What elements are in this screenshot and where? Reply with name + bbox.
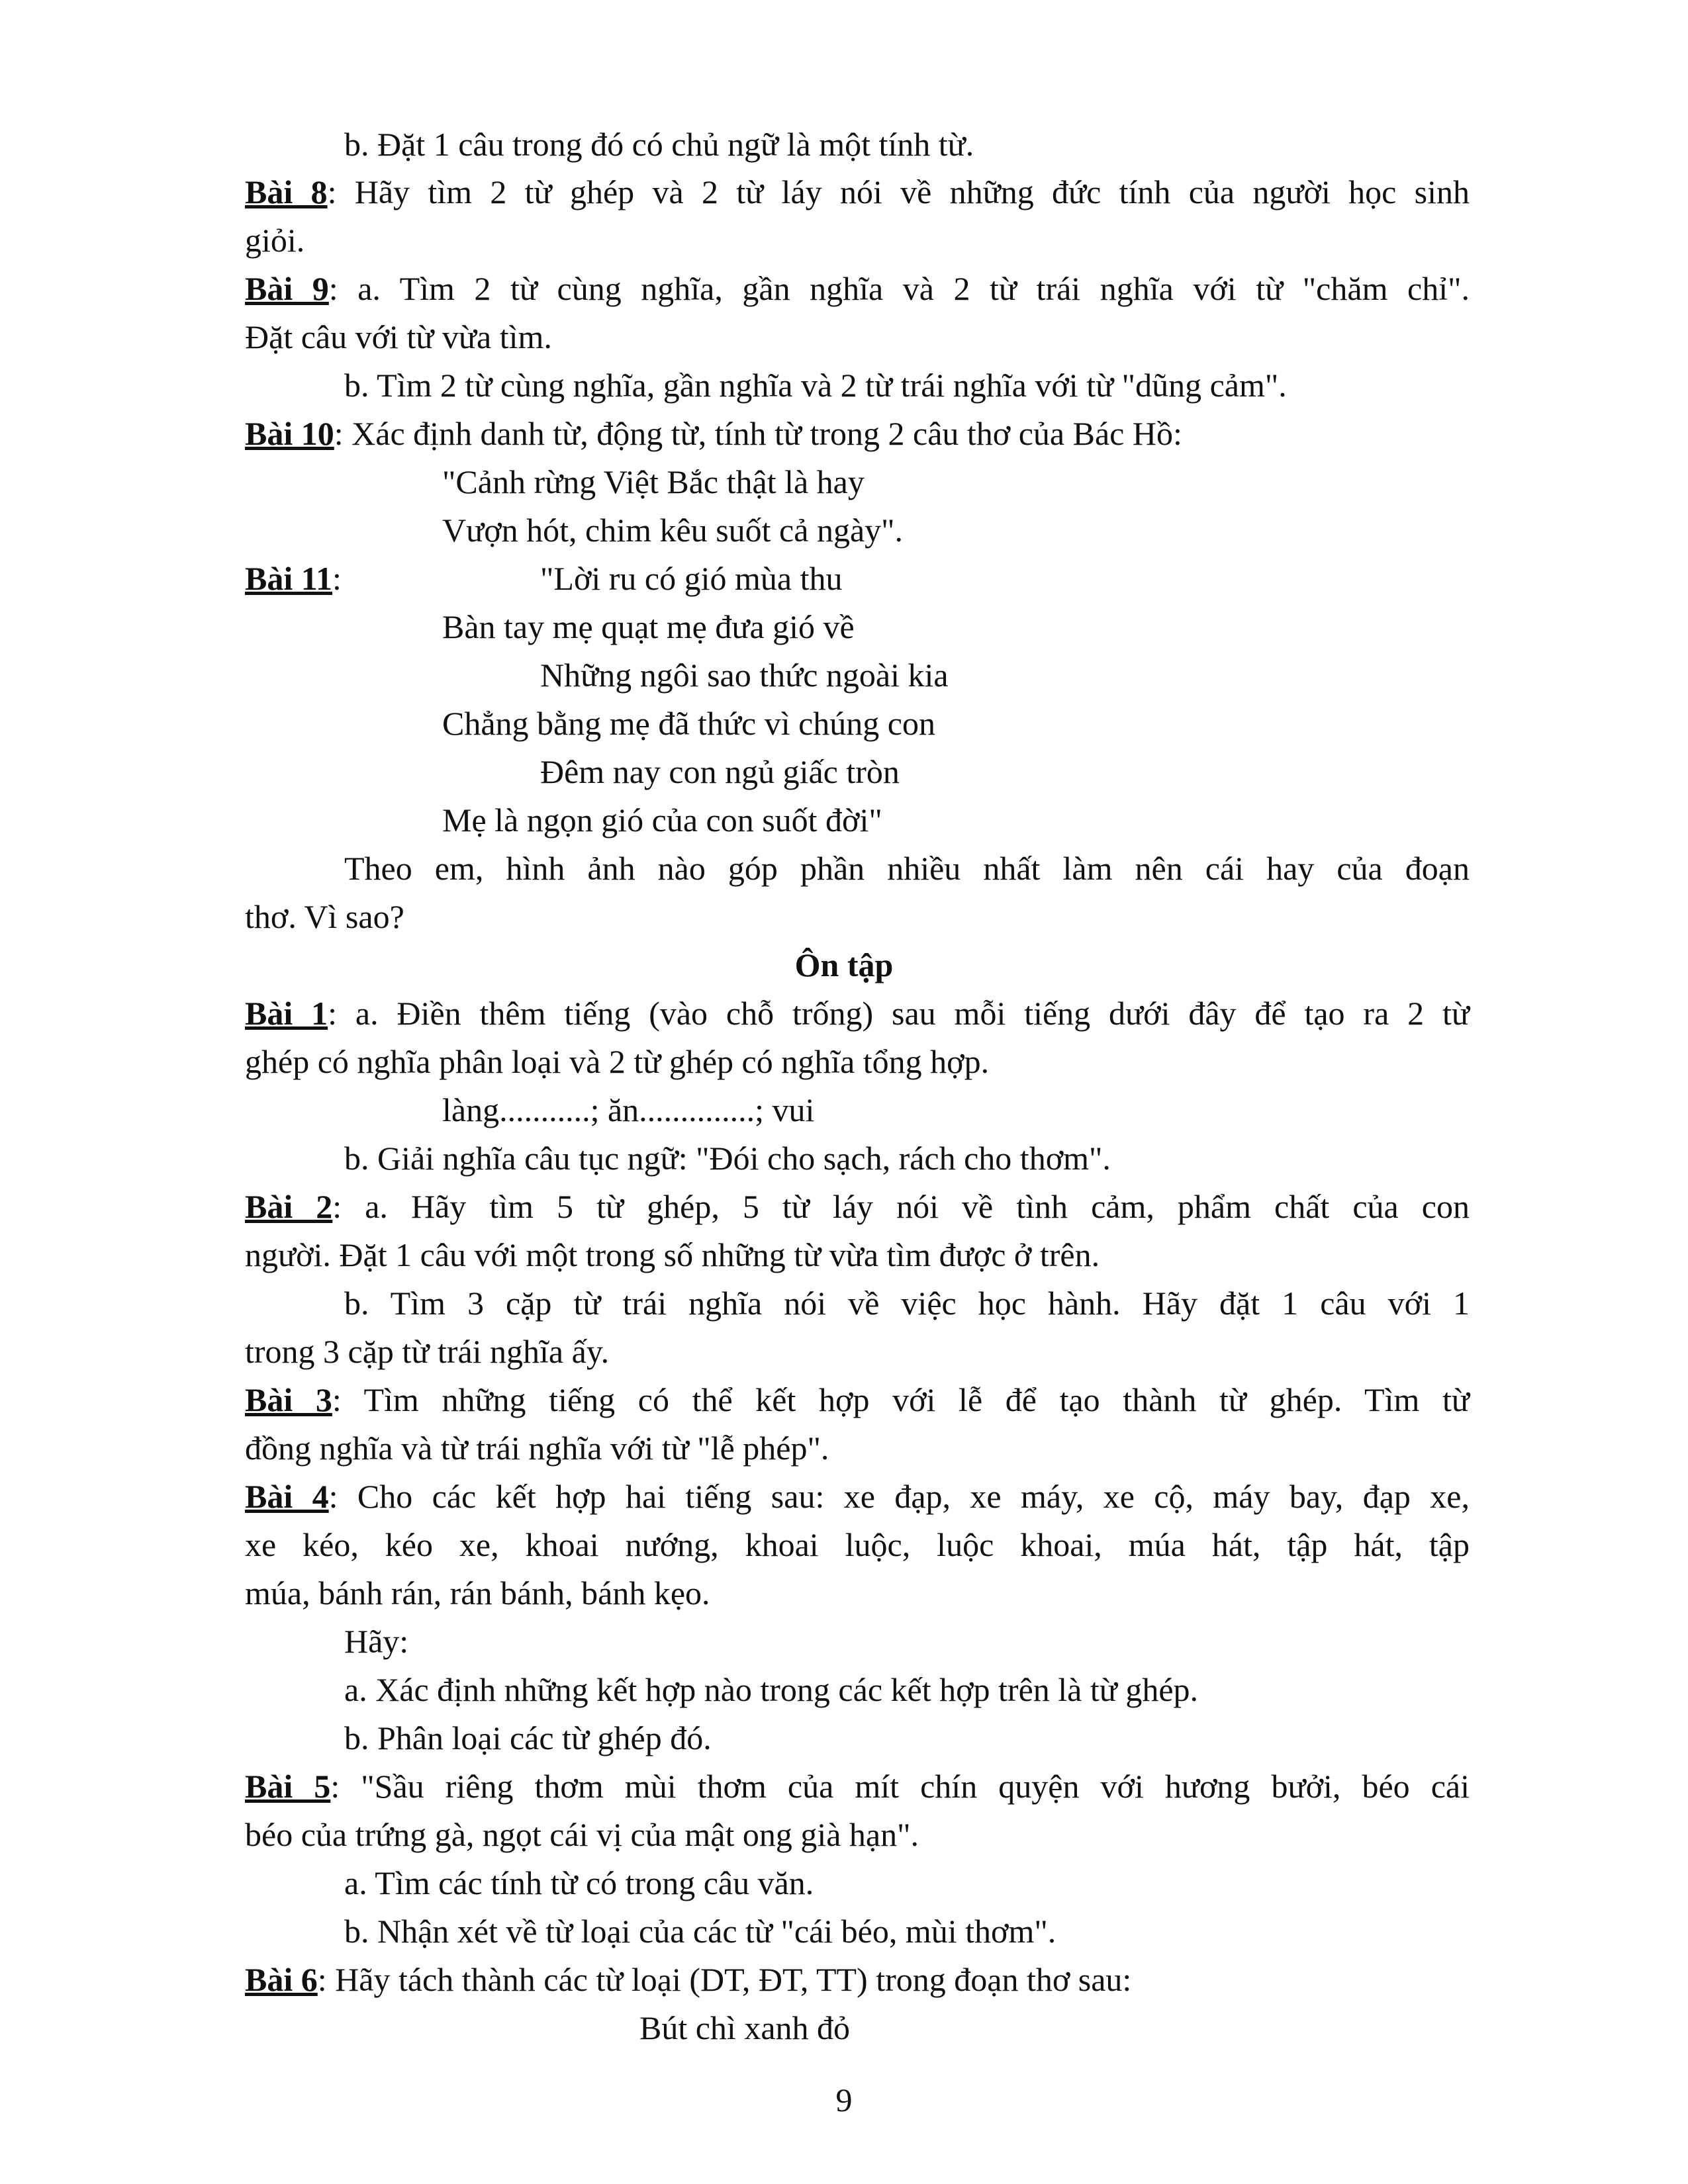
- exercise-label: Bài 6: [245, 1961, 318, 1998]
- exercise-label: Bài 9: [245, 270, 329, 307]
- text-line: người. Đặt 1 câu với một trong số những từ vừa tìm được ở trên.: [245, 1236, 1100, 1273]
- poem-line: "Lời ru có gió mùa thu: [540, 560, 843, 597]
- text-line: Theo em, hình ảnh nào góp phần nhiều nhất làm nên cái hay của đoạn: [344, 850, 1470, 887]
- text-line: thơ. Vì sao?: [245, 898, 404, 935]
- exercise-10: [245, 417, 1182, 450]
- text-line: đồng nghĩa và từ trái nghĩa với từ "lễ phép".: [245, 1430, 829, 1467]
- review-exercise-3: [245, 1383, 1470, 1416]
- poem-line: Đêm nay con ngủ giấc tròn: [540, 753, 900, 790]
- exercise-label: Bài 5: [245, 1768, 331, 1805]
- text-line: : "Sầu riêng thơm mùi thơm của mít chín quyện với hương bưởi, béo cái: [330, 1768, 1470, 1805]
- review-exercise-1: [245, 997, 1470, 1030]
- exercise-9: [245, 272, 1470, 305]
- text-line: b. Đặt 1 câu trong đó có chủ ngữ là một tính từ.: [344, 126, 974, 163]
- text-line: giỏi.: [245, 222, 305, 259]
- poem-line: Bút chì xanh đỏ: [639, 2009, 851, 2046]
- text-line: b. Giải nghĩa câu tục ngữ: "Đói cho sạch, rách cho thơm".: [344, 1140, 1111, 1177]
- text-line: b. Nhận xét về từ loại của các từ "cái béo, mùi thơm".: [344, 1913, 1056, 1950]
- text-line: : Hãy tìm 2 từ ghép và 2 từ láy nói về những đức tính của người học sinh: [327, 173, 1470, 210]
- poem-line: "Cảnh rừng Việt Bắc thật là hay: [442, 463, 865, 500]
- text-line: : Tìm những tiếng có thể kết hợp với lễ để tạo thành từ ghép. Tìm từ: [332, 1381, 1470, 1418]
- poem-line: Chẳng bằng mẹ đã thức vì chúng con: [442, 705, 935, 742]
- poem-line: Những ngôi sao thức ngoài kia: [540, 657, 949, 694]
- review-exercise-2: [245, 1190, 1470, 1223]
- text-line: : a. Tìm 2 từ cùng nghĩa, gần nghĩa và 2 từ trái nghĩa với từ "chăm chỉ".: [328, 270, 1470, 307]
- text-line: béo của trứng gà, ngọt cái vị của mật ong già hạn".: [245, 1816, 919, 1853]
- text-line: múa, bánh rán, rán bánh, bánh kẹo.: [245, 1574, 710, 1612]
- exercise-11: [245, 562, 342, 595]
- review-exercise-5: [245, 1770, 1470, 1803]
- text-line: b. Tìm 2 từ cùng nghĩa, gần nghĩa và 2 từ trái nghĩa với từ "dũng cảm".: [344, 367, 1287, 404]
- text-line: : Cho các kết hợp hai tiếng sau: xe đạp, xe máy, xe cộ, máy bay, đạp xe,: [328, 1478, 1470, 1515]
- text-line: b. Tìm 3 cặp từ trái nghĩa nói về việc học hành. Hãy đặt 1 câu với 1: [344, 1285, 1470, 1322]
- text-line: xe kéo, kéo xe, khoai nướng, khoai luộc, luộc khoai, múa hát, tập hát, tập: [245, 1526, 1470, 1563]
- text-line: trong 3 cặp từ trái nghĩa ấy.: [245, 1333, 610, 1370]
- text-line: : Xác định danh từ, động từ, tính từ trong 2 câu thơ của Bác Hồ:: [334, 415, 1182, 452]
- text-line: : Hãy tách thành các từ loại (DT, ĐT, TT) trong đoạn thơ sau:: [317, 1961, 1132, 1998]
- text-line: a. Tìm các tính từ có trong câu văn.: [344, 1864, 814, 1901]
- text-line: làng...........; ăn..............; vui: [442, 1091, 815, 1128]
- text-line: b. Phân loại các từ ghép đó.: [344, 1719, 712, 1756]
- review-exercise-4: [245, 1480, 1470, 1513]
- text-line: : a. Hãy tìm 5 từ ghép, 5 từ láy nói về tình cảm, phẩm chất của con: [332, 1188, 1470, 1225]
- exercise-label: Bài 1: [245, 995, 328, 1032]
- exercise-label: Bài 4: [245, 1478, 329, 1515]
- page-number: 9: [835, 2081, 853, 2118]
- text-line: Hãy:: [344, 1623, 409, 1660]
- exercise-label: Bài 8: [245, 173, 328, 210]
- section-heading: Ôn tập: [794, 946, 894, 983]
- text-line: : a. Điền thêm tiếng (vào chỗ trống) sau mỗi tiếng dưới đây để tạo ra 2 từ: [328, 995, 1470, 1032]
- text-line: Đặt câu với từ vừa tìm.: [245, 318, 552, 355]
- exercise-label: Bài 3: [245, 1381, 332, 1418]
- exercise-label: Bài 2: [245, 1188, 333, 1225]
- text-line: :: [332, 560, 342, 597]
- exercise-label: Bài 10: [245, 415, 334, 452]
- exercise-8: [245, 175, 1470, 208]
- poem-line: Bàn tay mẹ quạt mẹ đưa gió về: [442, 608, 855, 645]
- poem-line: Vượn hót, chim kêu suốt cả ngày".: [442, 512, 904, 549]
- poem-line: Mẹ là ngọn gió của con suốt đời": [442, 801, 882, 839]
- review-exercise-6: [245, 1963, 1131, 1996]
- exercise-label: Bài 11: [245, 560, 332, 597]
- text-line: a. Xác định những kết hợp nào trong các kết hợp trên là từ ghép.: [344, 1671, 1199, 1708]
- text-line: ghép có nghĩa phân loại và 2 từ ghép có nghĩa tổng hợp.: [245, 1043, 990, 1080]
